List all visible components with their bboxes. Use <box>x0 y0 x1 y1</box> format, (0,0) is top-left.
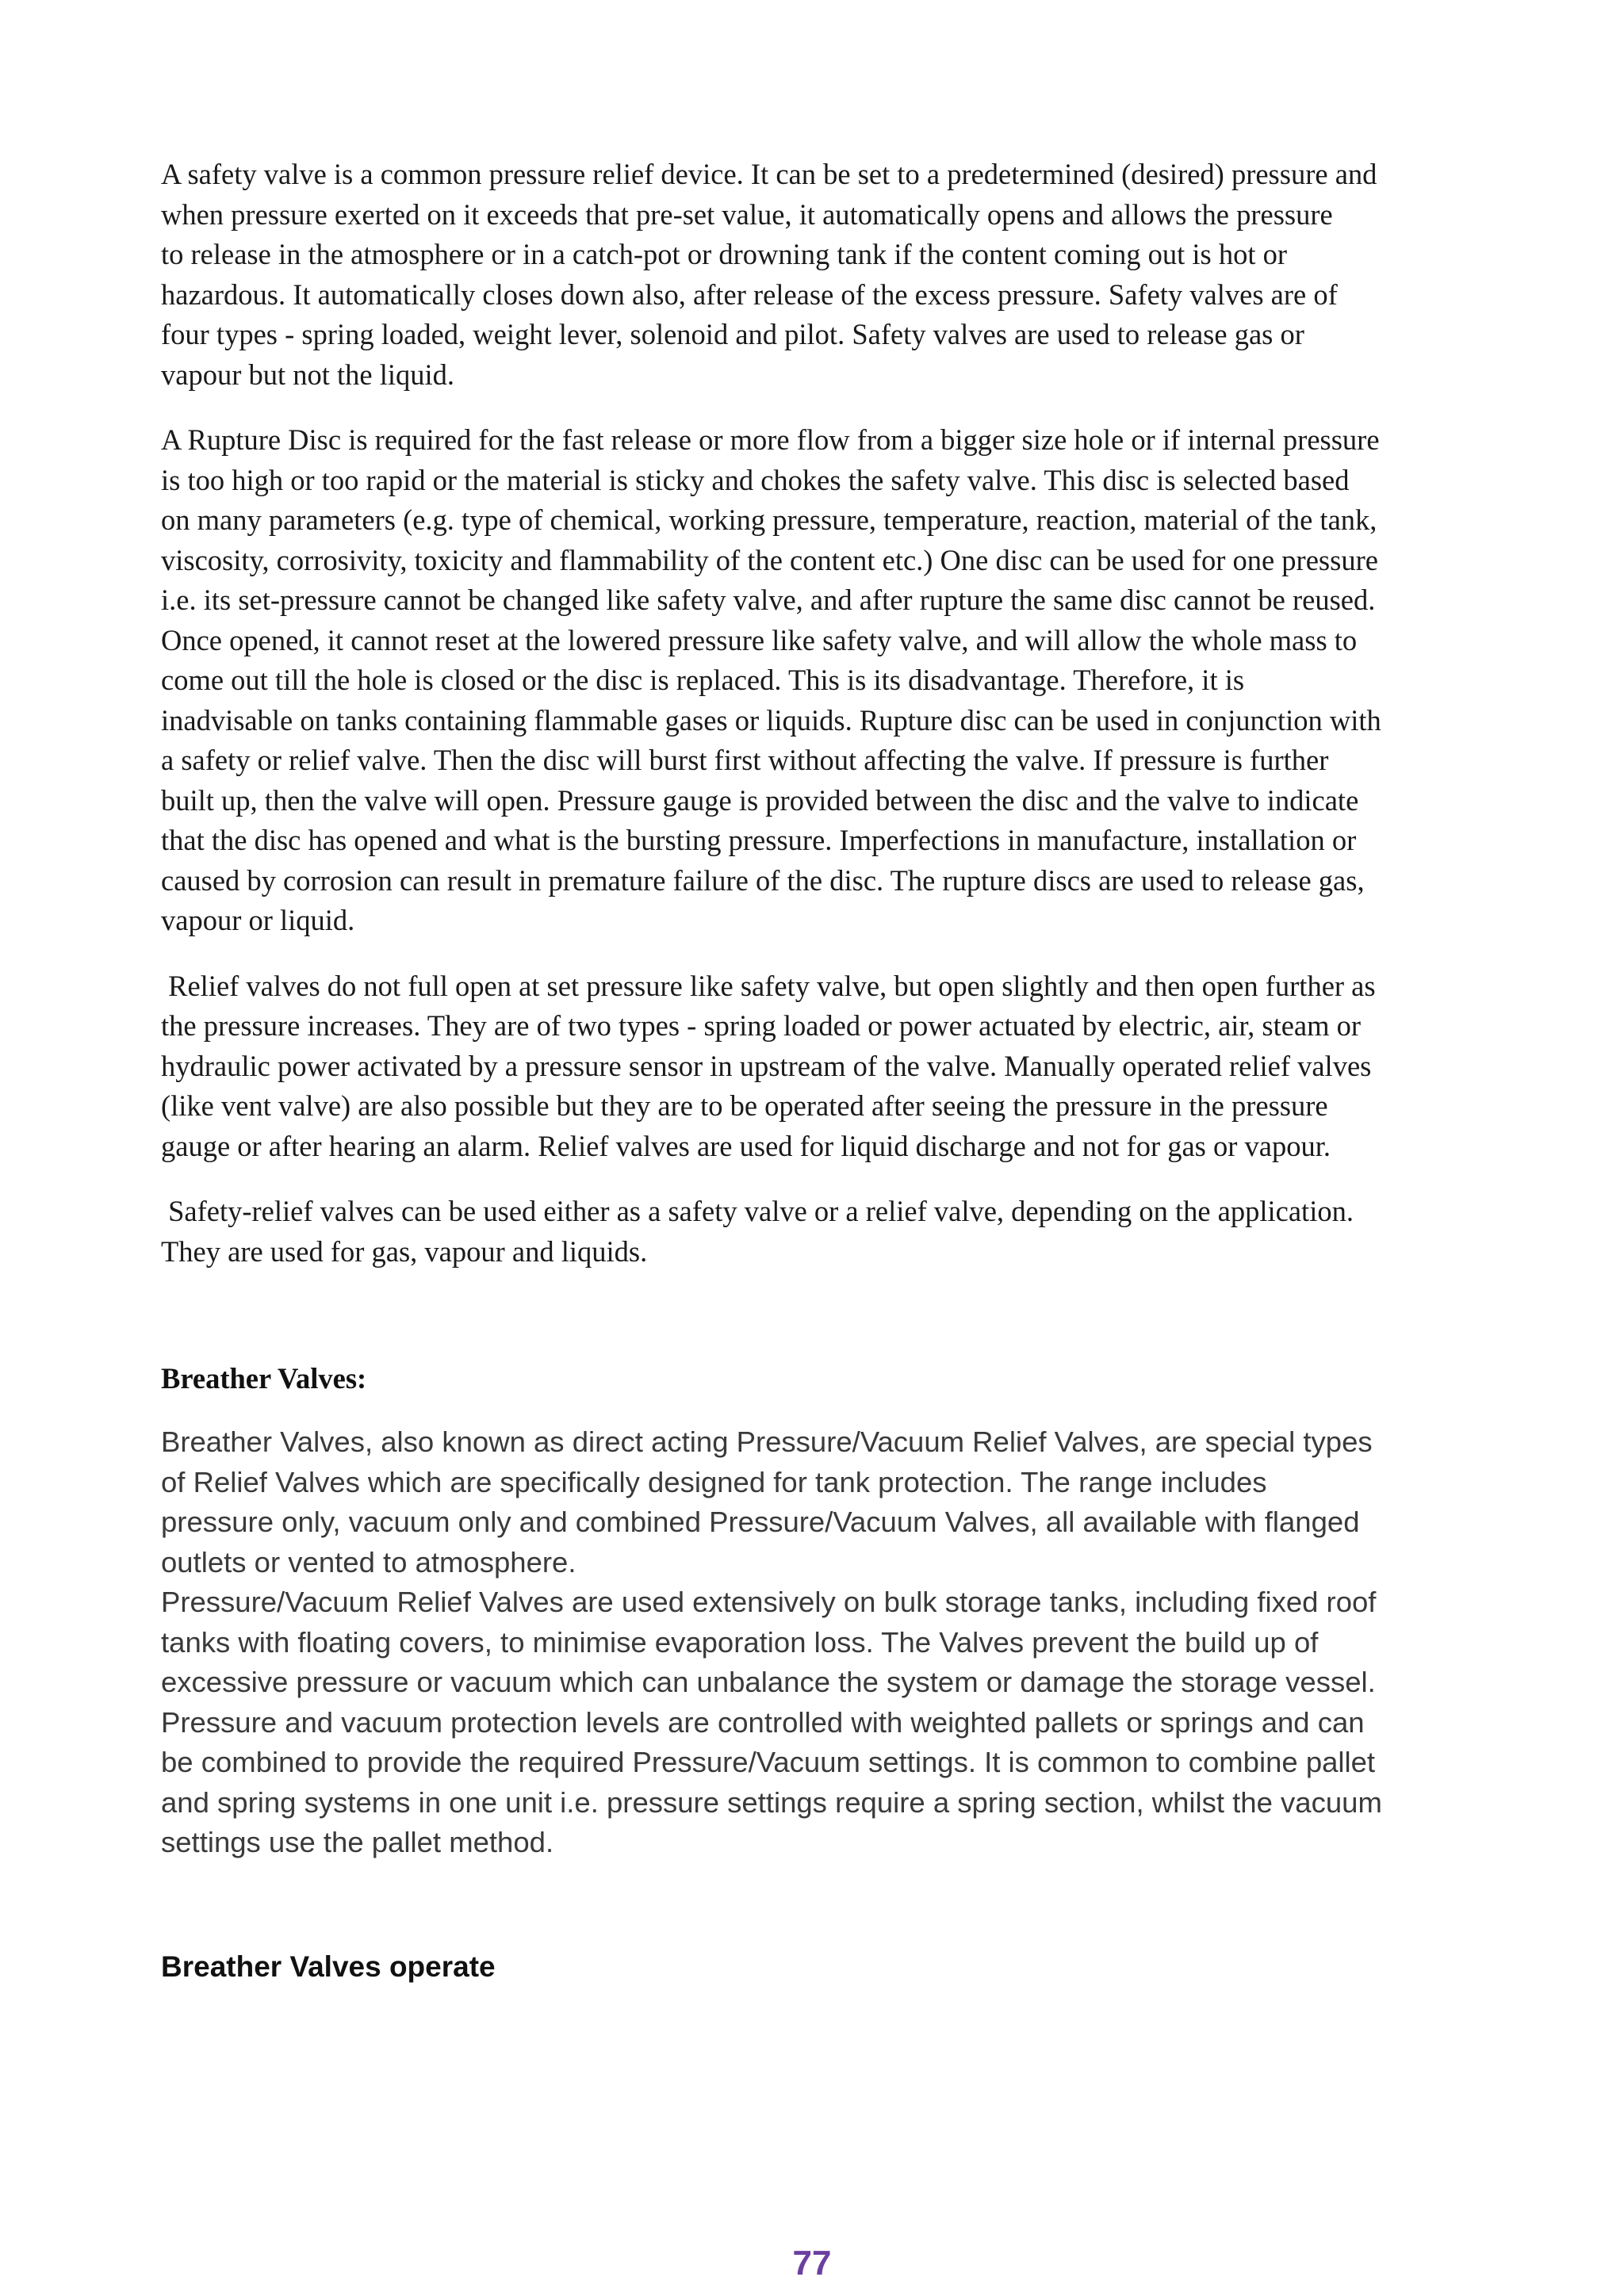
text-line: vapour but not the liquid. <box>161 358 455 391</box>
relief-valves-paragraph <box>161 966 1439 1167</box>
text-line: A Rupture Disc is required for the fast release or more flow from a bigger size hole or if internal pressure <box>161 423 1380 456</box>
breather-valves-paragraph <box>161 1422 1439 1863</box>
text-line: Relief valves do not full open at set pressure like safety valve, but open slightly and then open further as <box>161 969 1376 1002</box>
text-line: Breather Valves, also known as direct acting Pressure/Vacuum Relief Valves, are special types <box>161 1425 1373 1458</box>
breather-valves-heading: Breather Valves: <box>161 1362 367 1395</box>
text-line: hydraulic power activated by a pressure sensor in upstream of the valve. Manually operated relief valves <box>161 1049 1372 1082</box>
text-line: vapour or liquid. <box>161 904 355 936</box>
text-line: on many parameters (e.g. type of chemical, working pressure, temperature, reaction, material of the tank, <box>161 503 1377 536</box>
text-line: is too high or too rapid or the material is sticky and chokes the safety valve. This disc is selected based <box>161 463 1350 496</box>
text-line: viscosity, corrosivity, toxicity and flammability of the content etc.) One disc can be used for one pressure <box>161 543 1378 576</box>
rupture-disc-paragraph <box>161 420 1439 941</box>
text-line: to release in the atmosphere or in a catch-pot or drowning tank if the content coming out is hot or <box>161 238 1288 270</box>
text-line: gauge or after hearing an alarm. Relief valves are used for liquid discharge and not for gas or vapour. <box>161 1129 1331 1162</box>
text-line: come out till the hole is closed or the disc is replaced. This is its disadvantage. Therefore, it is <box>161 664 1245 696</box>
text-line: Pressure/Vacuum Relief Valves are used extensively on bulk storage tanks, including fixed roof <box>161 1586 1377 1618</box>
text-line: be combined to provide the required Pressure/Vacuum settings. It is common to combine pallet <box>161 1746 1376 1778</box>
text-line: pressure only, vacuum only and combined Pressure/Vacuum Valves, all available with flanged <box>161 1506 1360 1538</box>
text-line: tanks with floating covers, to minimise evaporation loss. The Valves prevent the build up of <box>161 1625 1319 1659</box>
text-line: a safety or relief valve. Then the disc will burst first without affecting the valve. If pressure is further <box>161 744 1329 776</box>
text-line: that the disc has opened and what is the bursting pressure. Imperfections in manufacture, installation or <box>161 824 1357 856</box>
text-line: caused by corrosion can result in premature failure of the disc. The rupture discs are used to release gas, <box>161 863 1365 897</box>
text-line: the pressure increases. They are of two types - spring loaded or power actuated by electric, air, steam or <box>161 1009 1362 1042</box>
text-line: settings use the pallet method. <box>161 1826 554 1858</box>
text-line: Safety-relief valves can be used either as a safety valve or a relief valve, depending on the application. <box>161 1195 1354 1227</box>
breather-valves-operate-heading: Breather Valves operate <box>161 1950 496 1983</box>
text-line: Once opened, it cannot reset at the lowered pressure like safety valve, and will allow the whole mass to <box>161 623 1358 656</box>
safety-valve-paragraph <box>161 155 1439 395</box>
text-line: hazardous. It automatically closes down also, after release of the excess pressure. Safety valves are of <box>161 277 1338 311</box>
text-line: and spring systems in one unit i.e. pressure settings require a spring section, whilst the vacuum <box>161 1785 1382 1819</box>
text-line: built up, then the valve will open. Pressure gauge is provided between the disc and the valve to indicate <box>161 783 1359 817</box>
safety-relief-paragraph <box>161 1192 1439 1272</box>
page-content <box>161 155 1439 1987</box>
text-line: Pressure and vacuum protection levels are controlled with weighted pallets or springs and can <box>161 1705 1365 1739</box>
text-line: excessive pressure or vacuum which can unbalance the system or damage the storage vessel. <box>161 1666 1376 1698</box>
text-line: They are used for gas, vapour and liquids. <box>161 1234 648 1268</box>
text-line: inadvisable on tanks containing flammable gases or liquids. Rupture disc can be used in conjunction with <box>161 703 1381 737</box>
text-line: (like vent valve) are also possible but they are to be operated after seeing the pressure in the pressure <box>161 1089 1328 1122</box>
text-line: i.e. its set-pressure cannot be changed like safety valve, and after rupture the same disc cannot be reused. <box>161 584 1376 616</box>
text-line: A safety valve is a common pressure relief device. It can be set to a predetermined (desired) pressure and <box>161 158 1377 190</box>
page-number: 77 <box>792 2244 832 2283</box>
text-line: four types - spring loaded, weight lever, solenoid and pilot. Safety valves are used to release gas or <box>161 318 1304 350</box>
text-line: of Relief Valves which are specifically designed for tank protection. The range includes <box>161 1465 1267 1498</box>
text-line: when pressure exerted on it exceeds that pre-set value, it automatically opens and allows the pressure <box>161 197 1333 231</box>
text-line: outlets or vented to atmosphere. <box>161 1545 576 1578</box>
